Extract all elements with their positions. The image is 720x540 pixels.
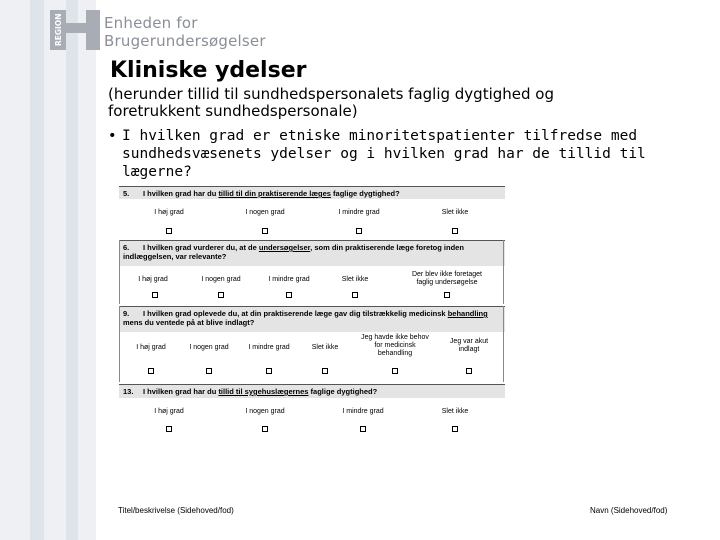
question-block [119, 384, 505, 438]
answer-option-label: I mindre grad [268, 276, 310, 283]
checkbox[interactable] [452, 426, 458, 432]
question-emphasis: tillid til din praktiserende læges [218, 189, 331, 198]
checkbox[interactable] [322, 368, 328, 374]
answer-option-label: Jeg havde ikke behov for medicinsk behandling [361, 334, 429, 357]
checkbox[interactable] [166, 426, 172, 432]
checkbox[interactable] [262, 426, 268, 432]
answer-option-label: I høj grad [136, 344, 166, 351]
bullet-dot-icon: • [108, 128, 117, 144]
question-number: 9. [123, 309, 130, 318]
question-text-end: faglige dygtighed? [308, 387, 378, 396]
checkbox[interactable] [444, 292, 450, 298]
answer-option-label: Der blev ikke foretaget faglig undersøgelse [411, 271, 483, 286]
question-header [119, 384, 505, 398]
checkbox[interactable] [392, 368, 398, 374]
footer-name: Navn (Sidehoved/fod) [590, 506, 668, 515]
question-emphasis: tillid til sygehuslægernes [218, 387, 309, 396]
divider [119, 240, 120, 304]
checkbox[interactable] [360, 426, 366, 432]
question-text: I hvilken grad har du [143, 189, 219, 198]
region-logo [50, 10, 100, 50]
divider [503, 240, 504, 304]
checkbox[interactable] [452, 228, 458, 234]
sidebar-band [0, 0, 96, 540]
checkbox[interactable] [466, 368, 472, 374]
checkbox[interactable] [286, 292, 292, 298]
checkbox[interactable] [218, 292, 224, 298]
sidebar-stripe [30, 0, 44, 540]
answer-option-label: Slet ikke [441, 209, 469, 216]
org-line-1: Enheden for [104, 14, 198, 32]
bullet-item [108, 127, 698, 181]
question-text: I hvilken grad oplevede du, at din praktiserende læge gav dig tilstrækkelig medicinsk [143, 309, 448, 318]
org-line-2: Brugerundersøgelser [104, 32, 266, 50]
slide-title: Kliniske ydelser [110, 58, 307, 83]
question-emphasis: undersøgelser [258, 243, 311, 252]
checkbox[interactable] [166, 228, 172, 234]
answer-option-label: I høj grad [154, 408, 184, 415]
answer-option-label: I nogen grad [201, 276, 241, 283]
answer-option-label: Slet ikke [441, 408, 469, 415]
question-text-end: faglige dygtighed? [330, 189, 400, 198]
question-text: I hvilken grad har du [143, 387, 219, 396]
checkbox[interactable] [356, 228, 362, 234]
divider [503, 306, 504, 382]
answer-option-label: I nogen grad [245, 408, 285, 415]
answer-option-label: Jeg var akut indlagt [449, 338, 489, 353]
question-block [119, 306, 505, 382]
checkbox[interactable] [262, 228, 268, 234]
question-text-end: , som din praktiserende læge foretog inden indlæggelsen, var relevante? [123, 243, 464, 261]
question-number: 5. [123, 189, 130, 198]
question-header [119, 240, 505, 266]
footer-title: Titel/beskrivelse (Sidehoved/fod) [118, 506, 234, 515]
checkbox[interactable] [206, 368, 212, 374]
question-number: 13. [123, 387, 134, 396]
sidebar-stripe [66, 0, 78, 540]
bullet-text: I hvilken grad er etniske minoritetspatienter tilfredse med sundhedsvæsenets ydelser og i hvilken grad har de tillid til lægerne? [122, 128, 646, 180]
question-block [119, 240, 505, 304]
question-header [119, 186, 505, 199]
answer-option-label: I nogen grad [245, 209, 285, 216]
answer-option-label: I mindre grad [338, 209, 380, 216]
answer-option-label: I høj grad [154, 209, 184, 216]
org-name [104, 14, 266, 50]
answer-option-label: I mindre grad [248, 344, 290, 351]
question-header [119, 306, 505, 332]
question-number: 6. [123, 243, 130, 252]
slide-subtitle: (herunder tillid til sundhedspersonalets faglig dygtighed og foretrukkent sundhedspersonale) [108, 85, 555, 120]
checkbox[interactable] [148, 368, 154, 374]
question-text-end: mens du ventede på at blive indlagt? [123, 318, 255, 327]
question-emphasis: behandling [447, 309, 488, 318]
answer-option-label: I nogen grad [189, 344, 229, 351]
answer-option-label: I høj grad [138, 276, 168, 283]
question-text: I hvilken grad vurderer du, at de [143, 243, 259, 252]
checkbox[interactable] [352, 292, 358, 298]
checkbox[interactable] [266, 368, 272, 374]
divider [119, 306, 120, 382]
checkbox[interactable] [152, 292, 158, 298]
answer-option-label: Slet ikke [311, 344, 339, 351]
answer-option-label: I mindre grad [342, 408, 384, 415]
logo-text: REGION [54, 13, 63, 46]
answer-option-label: Slet ikke [341, 276, 369, 283]
questionnaire-excerpt [119, 184, 505, 438]
question-block [119, 184, 505, 240]
